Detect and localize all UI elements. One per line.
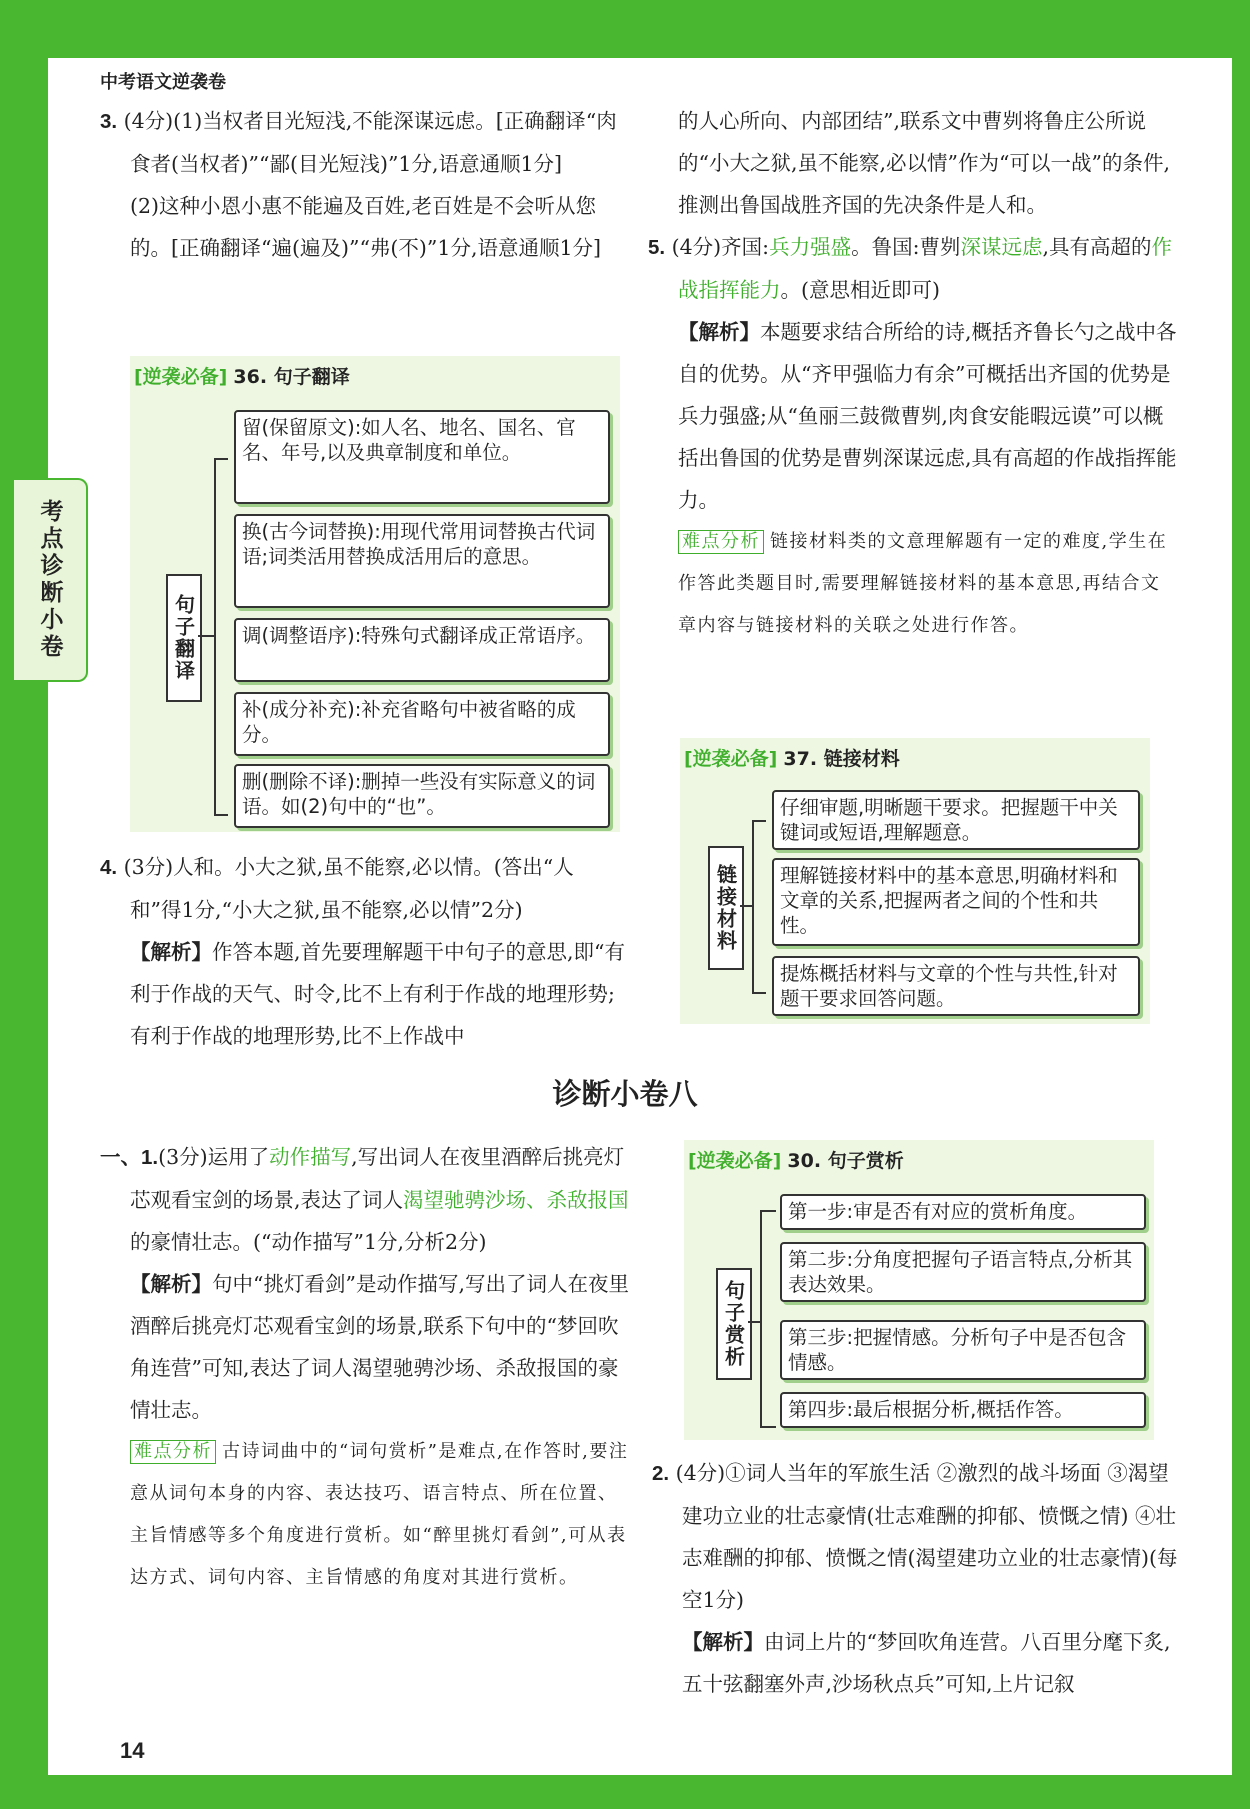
diagram-node: 仔细审题,明晰题干要求。把握题干中关键词或短语,理解题意。 — [772, 790, 1140, 850]
q4-analysis-text: 作答本题,首先要理解题干中句子的意思,即“有利于作战的天气、时令,比不上有利于作战的地理形势;有利于作战的地理形势,比不上作战中 — [130, 940, 626, 1048]
q3-answer-1 — [100, 100, 625, 185]
left-q4 — [100, 846, 625, 1057]
diagram-node: 换(古今词替换):用现代常用词替换古代词语;词类活用替换成活用后的意思。 — [234, 514, 610, 608]
q1-text-a: (3分)运用了 — [158, 1145, 270, 1169]
diagram-node: 理解链接材料中的基本意思,明确材料和文章的关系,把握两者之间的个性和共性。 — [772, 858, 1140, 946]
box-label: [逆袭必备] — [688, 1150, 782, 1172]
diagram-node: 调(调整语序):特殊句式翻译成正常语序。 — [234, 618, 610, 682]
difficulty-text: 链接材料类的文意理解题有一定的难度,学生在作答此类题目时,需要理解链接材料的基本意思,再结合文章内容与链接材料的关联之处进行作答。 — [678, 531, 1168, 636]
q1-highlight-2: 渴望驰骋沙场、杀敌报国 — [403, 1188, 629, 1212]
diagram-header — [684, 744, 900, 771]
diagram-tick — [748, 1321, 760, 1323]
analysis-tag: 【解析】 — [678, 320, 760, 344]
diagram-sentence-appreciation — [684, 1140, 1154, 1440]
diagram-linked-material — [680, 738, 1150, 1024]
q4-number: 4. — [100, 856, 118, 879]
frame-top — [0, 0, 1250, 58]
analysis-tag: 【解析】 — [130, 940, 212, 964]
q1-highlight-1: 动作描写 — [269, 1145, 352, 1169]
box-label: [逆袭必备] — [684, 748, 778, 770]
q2-text: (4分)①词人当年的军旅生活 ②激烈的战斗场面 ③渴望建功立业的壮志豪情(壮志难酬的抑郁、愤慨之情) ④壮志难酬的抑郁、愤慨之情(渴望建功立业的壮志豪情)(每空1分) — [675, 1461, 1178, 1612]
box-title: 37. 链接材料 — [783, 748, 900, 770]
q1-text-b: ,写出词人在夜里酒醉后挑亮灯芯观看宝剑的场景,表达了词人 — [130, 1145, 625, 1212]
q3-text-1: (4分)(1)当权者目光短浅,不能深谋远虑。[正确翻译“肉食者(当权者)”“鄙(目光短浅)”1分,语意通顺1分] — [123, 109, 617, 176]
diagram-category-label: 句子赏析 — [716, 1268, 752, 1380]
diagram-tick — [198, 635, 214, 637]
difficulty-label: 难点分析 — [130, 1440, 216, 1464]
q2-answer — [652, 1452, 1182, 1621]
difficulty-analysis — [100, 1431, 630, 1599]
q4-answer — [100, 846, 625, 931]
analysis-tag: 【解析】 — [130, 1272, 212, 1296]
diagram-sentence-translation — [130, 356, 620, 832]
q4-text: (3分)人和。小大之狱,虽不能察,必以情。(答出“人和”得1分,“小大之狱,虽不能察,必以情”2分) — [123, 855, 574, 922]
diagram-bracket — [214, 458, 228, 816]
q5-highlight-1: 兵力强盛 — [769, 235, 852, 259]
diagram-node: 第四步:最后根据分析,概括作答。 — [780, 1392, 1146, 1428]
diagram-header — [134, 362, 350, 389]
box-label: [逆袭必备] — [134, 366, 228, 388]
diagram-header — [688, 1146, 904, 1173]
diagram-category-label: 链接材料 — [708, 846, 744, 970]
diagram-node: 删(删除不译):删掉一些没有实际意义的词语。如(2)句中的“也”。 — [234, 764, 610, 828]
q3-answer-2: (2)这种小恩小惠不能遍及百姓,老百姓是不会听从您的。[正确翻译“遍(遍及)”“弗(不)”1分,语意通顺1分] — [130, 194, 602, 260]
left-top-column — [100, 100, 625, 269]
q5-highlight-3: 作战指挥能力 — [678, 235, 1173, 302]
q5-text-a: (4分)齐国: — [671, 235, 770, 259]
difficulty-label: 难点分析 — [678, 530, 764, 554]
page-number: 14 — [120, 1738, 145, 1763]
q3-number: 3. — [100, 110, 118, 133]
difficulty-analysis — [648, 521, 1178, 647]
section-title: 诊断小卷八 — [552, 1077, 698, 1111]
frame-bottom — [0, 1775, 1250, 1809]
q5-highlight-2: 深谋远虑 — [960, 235, 1043, 259]
side-tab — [14, 478, 88, 682]
q2-analysis — [652, 1621, 1182, 1705]
diagram-bracket — [752, 820, 766, 994]
q1-number: 一、1. — [100, 1146, 159, 1169]
analysis-tag: 【解析】 — [682, 1630, 764, 1654]
q5-text-b: 。鲁国:曹刿 — [851, 235, 961, 259]
q5-number: 5. — [648, 236, 666, 259]
difficulty-text: 古诗词曲中的“词句赏析”是难点,在作答时,要注意从词句本身的内容、表达技巧、语言特点、所在位置、主旨情感等多个角度进行赏析。如“醉里挑灯看剑”,可从表达方式、词句内容、主旨情感的角度对其进行赏析。 — [130, 1441, 629, 1588]
diagram-node: 提炼概括材料与文章的个性与共性,针对题干要求回答问题。 — [772, 956, 1140, 1016]
diagram-node: 补(成分补充):补充省略句中被省略的成分。 — [234, 692, 610, 756]
box-title: 30. 句子赏析 — [787, 1150, 904, 1172]
box-title: 36. 句子翻译 — [233, 366, 350, 388]
diagram-node: 第二步:分角度把握句子语言特点,分析其表达效果。 — [780, 1242, 1146, 1302]
side-tab-label: 考点诊断小卷 — [36, 499, 63, 661]
frame-left — [0, 0, 48, 1809]
q1-text-c: 的豪情壮志。(“动作描写”1分,分析2分) — [130, 1230, 487, 1254]
q5-answer — [648, 226, 1178, 311]
diagram-tick — [740, 905, 752, 907]
q1-analysis — [100, 1263, 630, 1431]
diagram-bracket — [760, 1210, 776, 1428]
q2-analysis-text: 由词上片的“梦回吹角连营。八百里分麾下炙,五十弦翻塞外声,沙场秋点兵”可知,上片记叙 — [682, 1630, 1171, 1696]
q1-answer — [100, 1136, 630, 1263]
right-top-column — [648, 100, 1178, 647]
diagram-node: 第一步:审是否有对应的赏析角度。 — [780, 1194, 1146, 1230]
q4-continued: 的人心所向、内部团结”,联系文中曹刿将鲁庄公所说的“小大之狱,虽不能察,必以情”作为“可以一战”的条件,推测出鲁国战胜齐国的先决条件是人和。 — [678, 109, 1170, 217]
q4-analysis — [100, 931, 625, 1057]
frame-right — [1232, 0, 1250, 1809]
diagram-node: 第三步:把握情感。分析句子中是否包含情感。 — [780, 1320, 1146, 1380]
left-bottom-column — [100, 1136, 630, 1599]
q5-analysis-text: 本题要求结合所给的诗,概括齐鲁长勺之战中各自的优势。从“齐甲强临力有余”可概括出齐国的优势是兵力强盛;从“鱼丽三鼓微曹刿,肉食安能暇远谟”可以概括出鲁国的优势是曹刿深谋远虑,具有高超的作战指挥能力。 — [678, 320, 1177, 512]
q5-text-d: 。(意思相近即可) — [780, 278, 940, 302]
q5-analysis — [648, 311, 1178, 521]
diagram-category-label: 句子翻译 — [166, 574, 202, 702]
right-bottom-column — [652, 1452, 1182, 1705]
q2-number: 2. — [652, 1462, 670, 1485]
diagram-node: 留(保留原文):如人名、地名、国名、官名、年号,以及典章制度和单位。 — [234, 410, 610, 504]
page-header: 中考语文逆袭卷 — [100, 72, 226, 93]
q1-analysis-text: 句中“挑灯看剑”是动作描写,写出了词人在夜里酒醉后挑亮灯芯观看宝剑的场景,联系下句中的“梦回吹角连营”可知,表达了词人渴望驰骋沙场、杀敌报国的豪情壮志。 — [130, 1272, 629, 1422]
q5-text-c: ,具有高超的 — [1042, 235, 1152, 259]
